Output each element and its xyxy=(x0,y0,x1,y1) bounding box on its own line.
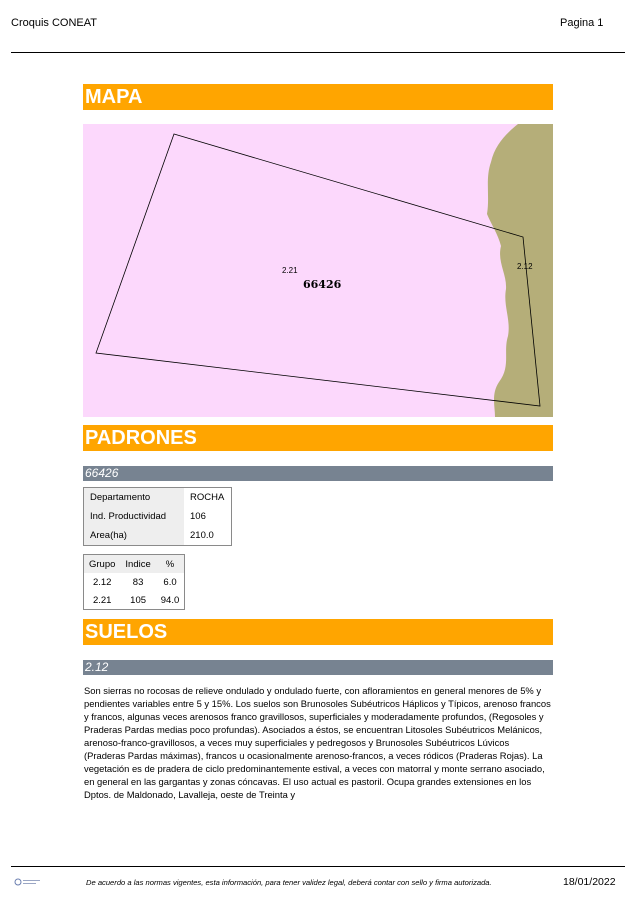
page-number: Pagina 1 xyxy=(560,17,604,29)
info-value: ROCHA xyxy=(190,492,225,503)
groups-column-header: Grupo xyxy=(84,555,121,574)
info-key: Area(ha) xyxy=(84,526,185,546)
groups-cell: 83 xyxy=(132,576,144,588)
soil-group-bar: 2.12 xyxy=(83,660,553,675)
info-row xyxy=(84,507,232,526)
padron-number-label: 66426 xyxy=(303,278,342,291)
info-value: 106 xyxy=(190,511,206,522)
group-label-2-12: 2.12 xyxy=(517,262,533,271)
groups-cell: 6.0 xyxy=(163,576,177,588)
groups-column-header: % xyxy=(156,555,185,574)
padron-id-bar: 66426 xyxy=(83,466,553,481)
info-row xyxy=(84,526,232,546)
section-title-suelos: SUELOS xyxy=(83,619,553,645)
map-view[interactable] xyxy=(83,124,553,417)
map-canvas xyxy=(83,124,553,417)
groups-row xyxy=(84,573,185,591)
groups-column-header: Indice xyxy=(120,555,155,574)
groups-cell: 2.21 xyxy=(92,594,112,606)
info-value: 210.0 xyxy=(190,530,214,541)
groups-cell: 94.0 xyxy=(160,594,180,606)
legal-notice: De acuerdo a las normas vigentes, esta información, para tener validez legal, deberá contar con sello y firma autorizada. xyxy=(86,878,492,887)
info-key: Ind. Productividad xyxy=(84,507,185,526)
groups-table xyxy=(83,554,185,610)
zone-2-21-area xyxy=(83,124,553,417)
section-title-padrones: PADRONES xyxy=(83,425,553,451)
groups-row xyxy=(84,591,185,610)
groups-cell: 105 xyxy=(130,594,147,606)
group-label-2-21: 2.21 xyxy=(282,266,298,275)
padron-info-table xyxy=(83,487,232,546)
print-date: 18/01/2022 xyxy=(563,876,616,888)
footer-divider xyxy=(11,866,625,867)
section-title-mapa: MAPA xyxy=(83,84,553,110)
soil-description: Son sierras no rocosas de relieve ondulado y ondulado fuerte, con afloramientos en general menores de 5% y pendientes variables entre 5 y 15%. Los suelos son Brunosoles Subéutricos Háplicos y Típicos, arenoso francos y francos, algunas veces arenosos franco gravillosos, superficiales y moderadamente profundos, (Regosoles y Praderas Pardas medias poco profundas). Asociados a éstos, se encuentran Litosoles Subéutricos Melánicos, arenoso-franco-gravillosos, a veces muy superficiales y pedregosos y Brunosoles Subéutricos Lúvicos (Praderas Pardas máximas), francos u ocasionalmente arenoso-francos, a veces ródicos (Praderas Rojas). La vegetación es de pradera de ciclo predominantemente estival, a veces con matorral y monte serrano asociado, en general en las gargantas y zonas cóncavas. El uso actual es pastoril. Ocupa grandes extensiones en los Dptos. de Maldonado, Lavalleja, oeste de Treinta y xyxy=(84,685,551,800)
info-row xyxy=(84,488,232,508)
document-title: Croquis CONEAT xyxy=(11,17,97,29)
institution-logo-icon xyxy=(14,874,42,884)
info-key: Departamento xyxy=(84,488,185,508)
header-divider xyxy=(11,52,625,53)
groups-cell: 2.12 xyxy=(92,576,112,588)
